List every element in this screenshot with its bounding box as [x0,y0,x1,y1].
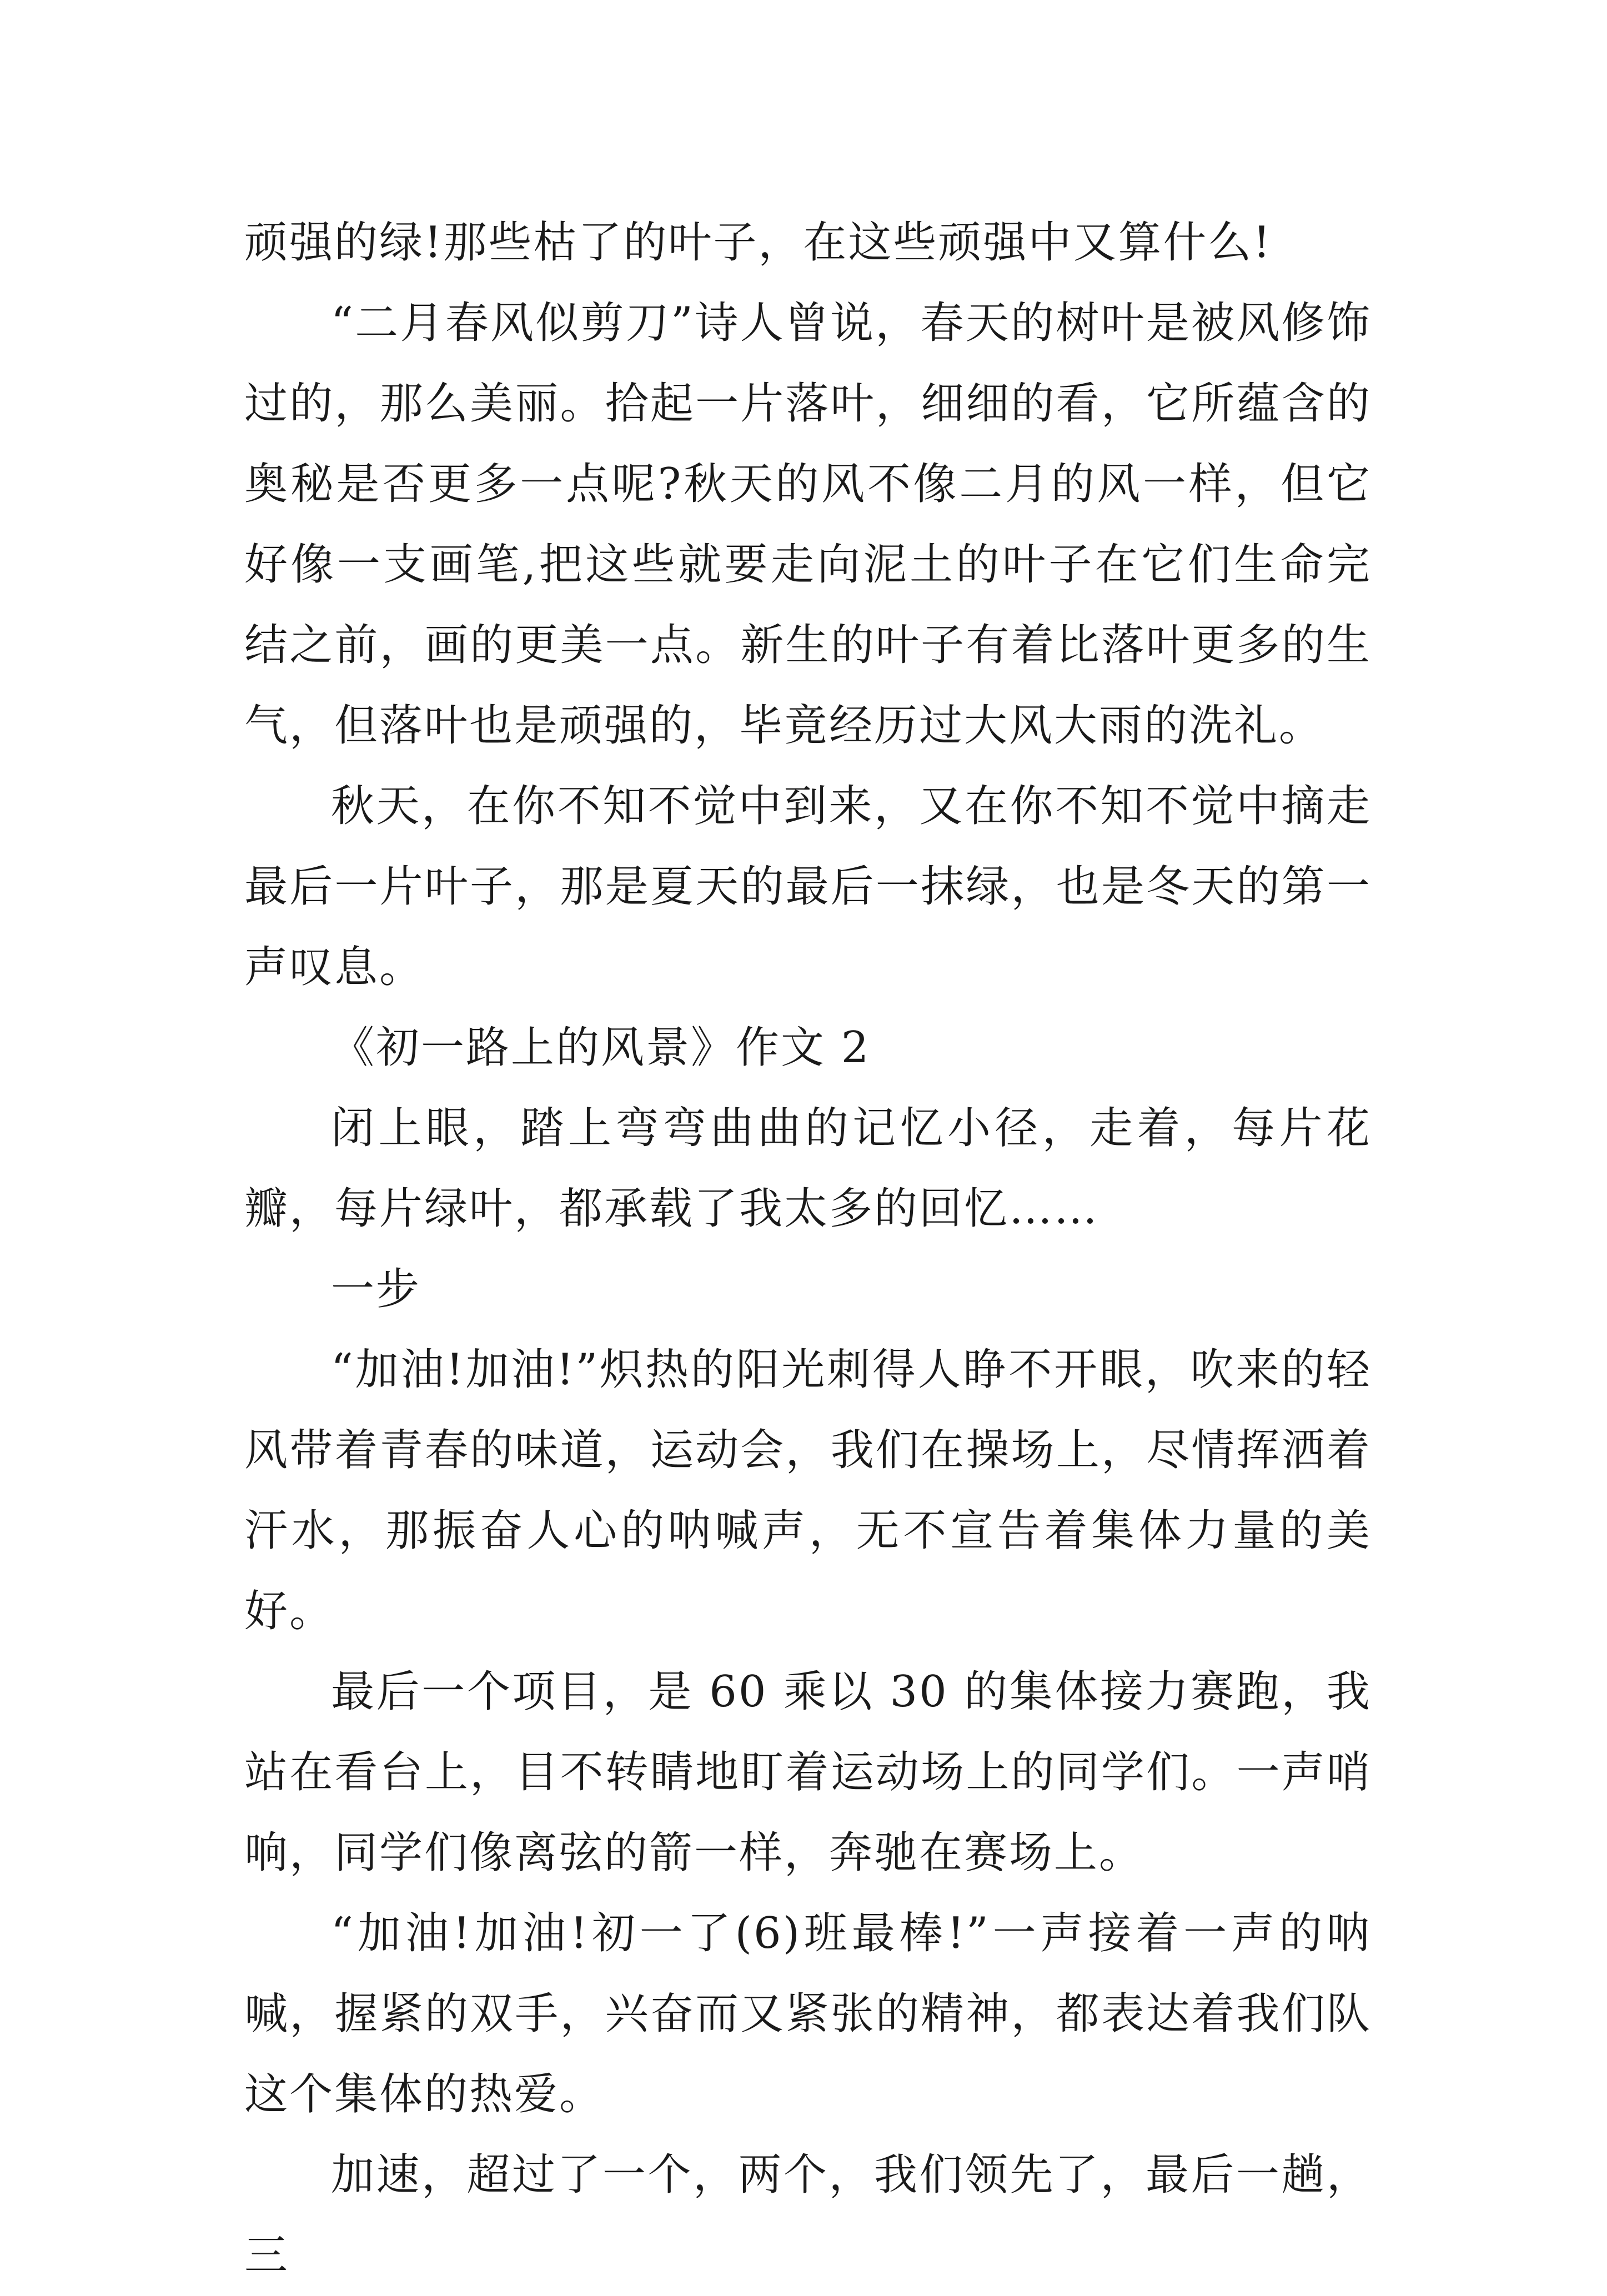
paragraph-9: 加速，超过了一个，两个，我们领先了，最后一趟，三 [244,2150,1372,2280]
paragraph-4: 闭上眼，踏上弯弯曲曲的记忆小径，走着，每片花瓣，每片绿叶，都承载了我太多的回忆…… [244,1103,1372,1234]
paragraph-1: 顽强的绿!那些枯了的叶子，在这些顽强中又算什么! [244,218,1272,268]
paragraph-6: “加油!加油!”炽热的阳光刺得人睁不开眼，吹来的轻风带着青春的味道，运动会，我们在操场上，尽情挥洒着汗水，那振奋人心的呐喊声，无不宣告着集体力量的美好。 [244,1345,1372,1636]
section-title: 《初一路上的风景》作文 2 [331,1023,871,1073]
paragraph-3: 秋天，在你不知不觉中到来，又在你不知不觉中摘走最后一片叶子，那是夏天的最后一抹绿，也是冬天的第一声叹息。 [244,781,1372,992]
paragraph-7: 最后一个项目，是 60 乘以 30 的集体接力赛跑，我站在看台上，目不转睛地盯着运动场上的同学们。一声哨响，同学们像离弦的箭一样，奔驰在赛场上。 [244,1667,1372,1878]
document-body [244,203,1372,2296]
paragraph-5: 一步 [331,1264,421,1314]
paragraph-8: “加油!加油!初一了(6)班最棒!”一声接着一声的呐喊，握紧的双手，兴奋而又紧张的精神，都表达着我们队这个集体的热爱。 [244,1908,1372,2119]
paragraph-2: “二月春风似剪刀”诗人曾说，春天的树叶是被风修饰过的，那么美丽。拾起一片落叶，细细的看，它所蕴含的奥秘是否更多一点呢?秋天的风不像二月的风一样，但它好像一支画笔,把这些就要走向泥土的叶子在它们生命完结之前，画的更美一点。新生的叶子有着比落叶更多的生气，但落叶也是顽强的，毕竟经历过大风大雨的洗礼。 [244,298,1372,751]
